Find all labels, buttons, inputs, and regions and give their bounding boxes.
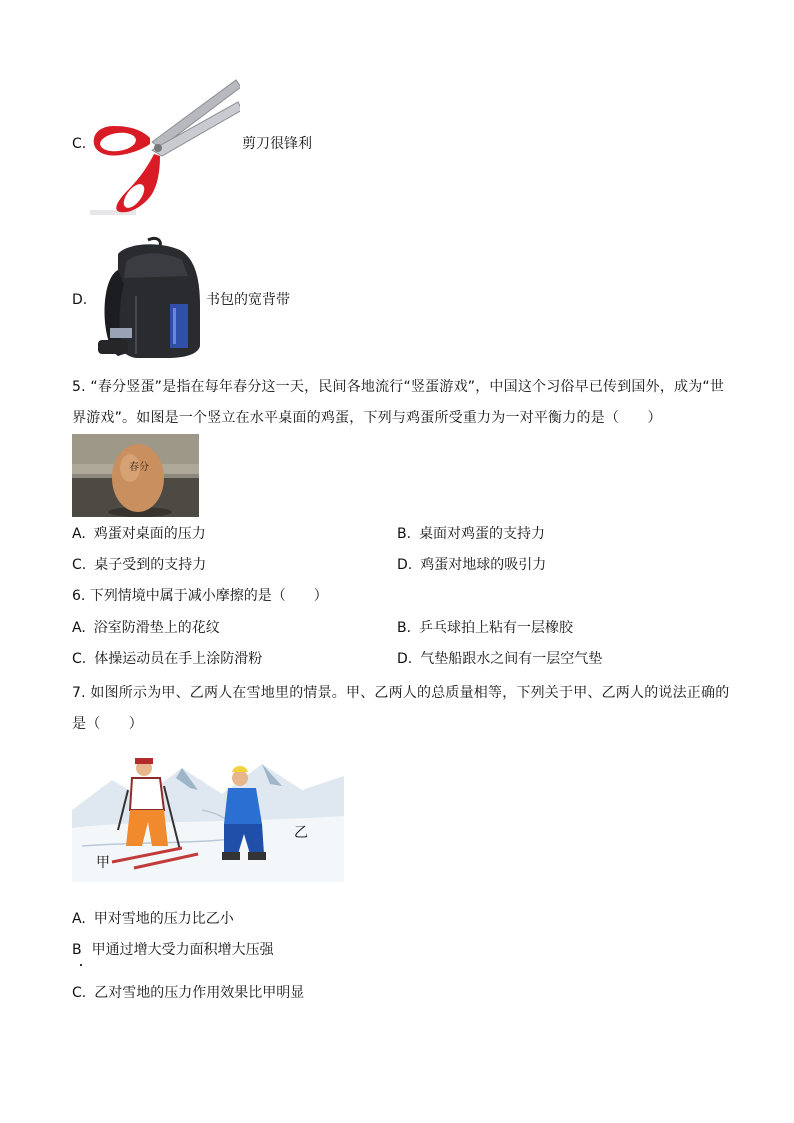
option-d-label: D.	[72, 292, 88, 308]
option-label: A.	[72, 620, 86, 636]
q7-option-a	[72, 909, 234, 929]
option-c-label: C.	[72, 136, 87, 152]
snow-scene-image	[72, 750, 344, 882]
egg-image	[72, 434, 199, 517]
question-5-text: 5. “春分竖蛋”是指在每年春分这一天，民间各地流行“竖蛋游戏”，中国这个习俗早已传到国外，成为“世界游戏”。如图是一个竖立在水平桌面的鸡蛋，下列与鸡蛋所受重力为一对平衡力的是（ ）	[72, 379, 725, 426]
option-label: B.	[397, 526, 412, 542]
option-label: A.	[72, 526, 86, 542]
option-text: 乙对雪地的压力作用效果比甲明显	[94, 985, 305, 1001]
option-label: D.	[397, 557, 413, 573]
egg-text: 春分	[129, 462, 149, 473]
option-text: 体操运动员在手上涂防滑粉	[94, 651, 263, 667]
q7-option-b	[72, 940, 274, 960]
q5-option-b	[397, 524, 545, 544]
question-6-text: 6. 下列情境中属于减小摩擦的是（ ）	[72, 588, 328, 604]
q6-option-c	[72, 649, 262, 669]
q5-option-a	[72, 524, 206, 544]
option-text: 甲对雪地的压力比乙小	[93, 911, 234, 927]
option-text: 浴室防滑垫上的花纹	[93, 620, 220, 636]
option-label: B.	[397, 620, 412, 636]
option-label: B	[72, 942, 82, 958]
q6-option-b	[397, 618, 573, 638]
option-text: 桌子受到的支持力	[94, 557, 207, 573]
q5-option-d	[397, 555, 546, 575]
q7-option-c	[72, 983, 304, 1003]
option-text: 乒乓球拍上粘有一层橡胶	[419, 620, 574, 636]
option-text: 鸡蛋对桌面的压力	[93, 526, 206, 542]
backpack-image	[96, 236, 208, 362]
option-label: D.	[397, 651, 413, 667]
figure-label-right: 乙	[294, 825, 308, 841]
stray-dot	[80, 964, 82, 966]
option-text: 桌面对鸡蛋的支持力	[419, 526, 546, 542]
scissors-image	[90, 74, 240, 216]
option-label: C.	[72, 985, 87, 1001]
figure-label-left: 甲	[96, 855, 110, 871]
question-7-text: 7. 如图所示为甲、乙两人在雪地里的情景。甲、乙两人的总质量相等，下列关于甲、乙两人的说法正确的是（ ）	[72, 685, 730, 732]
q6-option-d	[397, 649, 602, 669]
option-text: 鸡蛋对地球的吸引力	[420, 557, 547, 573]
q5-option-c	[72, 555, 206, 575]
option-label: A.	[72, 911, 86, 927]
option-d-text: 书包的宽背带	[206, 292, 290, 308]
option-text: 气垫船跟水之间有一层空气垫	[420, 651, 603, 667]
option-label: C.	[72, 651, 87, 667]
option-label: C.	[72, 557, 87, 573]
option-text: 甲通过增大受力面积增大压强	[91, 942, 274, 958]
q6-option-a	[72, 618, 220, 638]
option-c-text: 剪刀很锋利	[242, 136, 312, 152]
